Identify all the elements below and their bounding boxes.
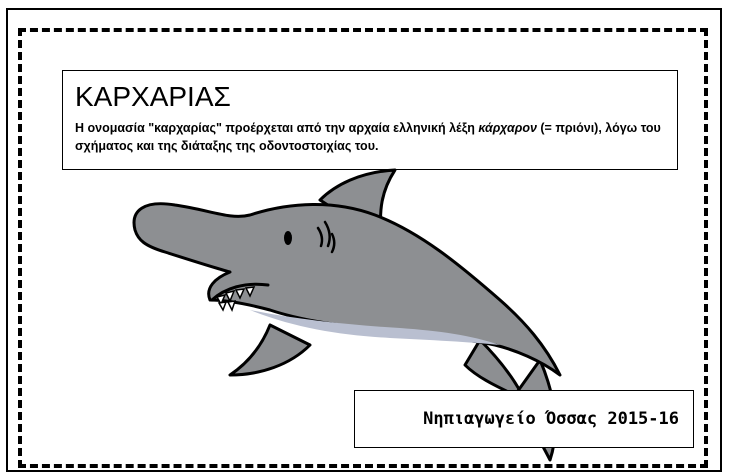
title-box xyxy=(62,70,678,170)
shark-eye xyxy=(284,231,292,245)
page-title: ΚΑΡΧΑΡΙΑΣ xyxy=(75,81,231,112)
description-part1: Η ονομασία "καρχαρίας" προέρχεται από την αρχαία ελληνική λέξη xyxy=(75,121,479,135)
description-text xyxy=(75,119,665,155)
footer-box xyxy=(354,390,694,448)
footer-school-year: Νηπιαγωγείο Όσσας 2015-16 xyxy=(423,409,679,429)
description-italic-word: κάρχαρον xyxy=(478,121,537,135)
shark-pectoral-fin-left xyxy=(230,325,310,375)
shark-body xyxy=(134,204,560,375)
description-part2: (= πριόνι), λόγω του σχήματος και της διάταξης της οδοντοστοιχίας του. xyxy=(75,121,661,153)
